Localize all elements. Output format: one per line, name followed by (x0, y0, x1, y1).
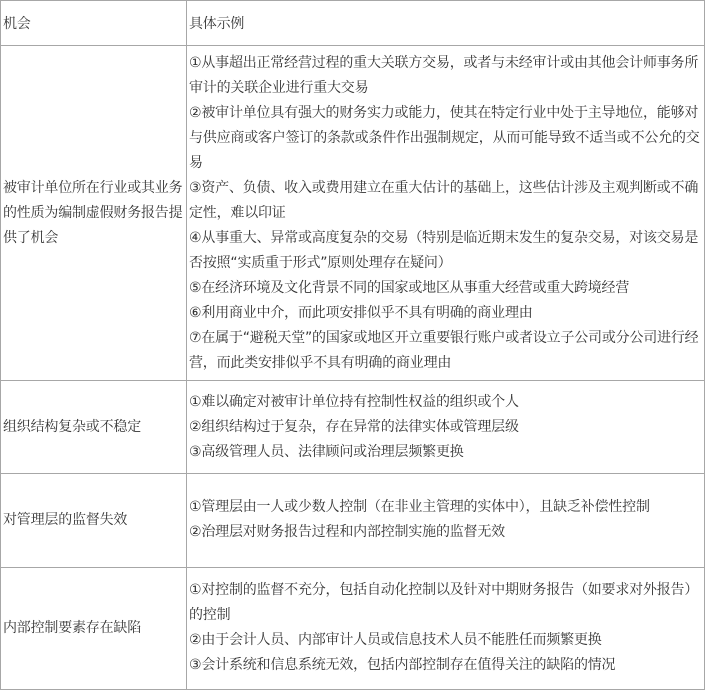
example-item: ⑦在属于“避税天堂”的国家或地区开立重要银行账户或者设立子公司或分公司进行经营，而此类安排似乎不具有明确的商业理由 (189, 329, 699, 371)
example-item: ①难以确定对被审计单位持有控制性权益的组织或个人 (189, 393, 519, 410)
example-item: ②由于会计人员、内部审计人员或信息技术人员不能胜任而频繁更换 (189, 632, 602, 649)
example-item: ①对控制的监督不充分，包括自动化控制以及针对中期财务报告（如要求对外报告）的控制 (189, 582, 699, 624)
example-item: ②治理层对财务报告过程和内部控制实施的监督无效 (189, 524, 505, 541)
example-item: ③会计系统和信息系统无效，包括内部控制存在值得关注的缺陷的情况 (189, 657, 616, 674)
example-item: ③资产、负债、收入或费用建立在重大估计的基础上，这些估计涉及主观判断或不确定性，难以印证 (189, 179, 699, 221)
example-item: ②被审计单位具有强大的财务实力或能力，使其在特定行业中处于主导地位，能够对与供应商或客户签订的条款或条件作出强制规定，从而可能导致不适当或不公允的交易 (189, 104, 700, 171)
table-row (1, 381, 705, 474)
table-row (1, 474, 705, 567)
table-row (1, 46, 705, 381)
row-examples (187, 474, 705, 567)
example-item: ⑥利用商业中介，而此项安排似乎不具有明确的商业理由 (189, 304, 533, 321)
row-examples (187, 567, 705, 689)
example-item: ④从事重大、异常或高度复杂的交易（特别是临近期末发生的复杂交易，对该交易是否按照“实质重于形式”原则处理存在疑问） (189, 229, 699, 271)
header-opportunity: 机会 (1, 1, 187, 46)
row-examples (187, 46, 705, 381)
row-category: 被审计单位所在行业或其业务的性质为编制虚假财务报告提供了机会 (1, 46, 187, 381)
example-item: ⑤在经济环境及文化背景不同的国家或地区从事重大经营或重大跨境经营 (189, 279, 630, 296)
example-item: ②组织结构过于复杂，存在异常的法律实体或管理层级 (189, 418, 519, 435)
table-row (1, 567, 705, 689)
row-category: 组织结构复杂或不稳定 (1, 381, 187, 474)
row-examples (187, 381, 705, 474)
example-item: ①从事超出正常经营过程的重大关联方交易，或者与未经审计或由其他会计师事务所审计的关联企业进行重大交易 (189, 54, 699, 96)
row-category: 对管理层的监督失效 (1, 474, 187, 567)
example-item: ①管理层由一人或少数人控制（在非业主管理的实体中），且缺乏补偿性控制 (189, 499, 650, 516)
row-category: 内部控制要素存在缺陷 (1, 567, 187, 689)
header-examples: 具体示例 (187, 1, 705, 46)
example-item: ③高级管理人员、法律顾问或治理层频繁更换 (189, 443, 464, 460)
table-header-row (1, 1, 705, 46)
